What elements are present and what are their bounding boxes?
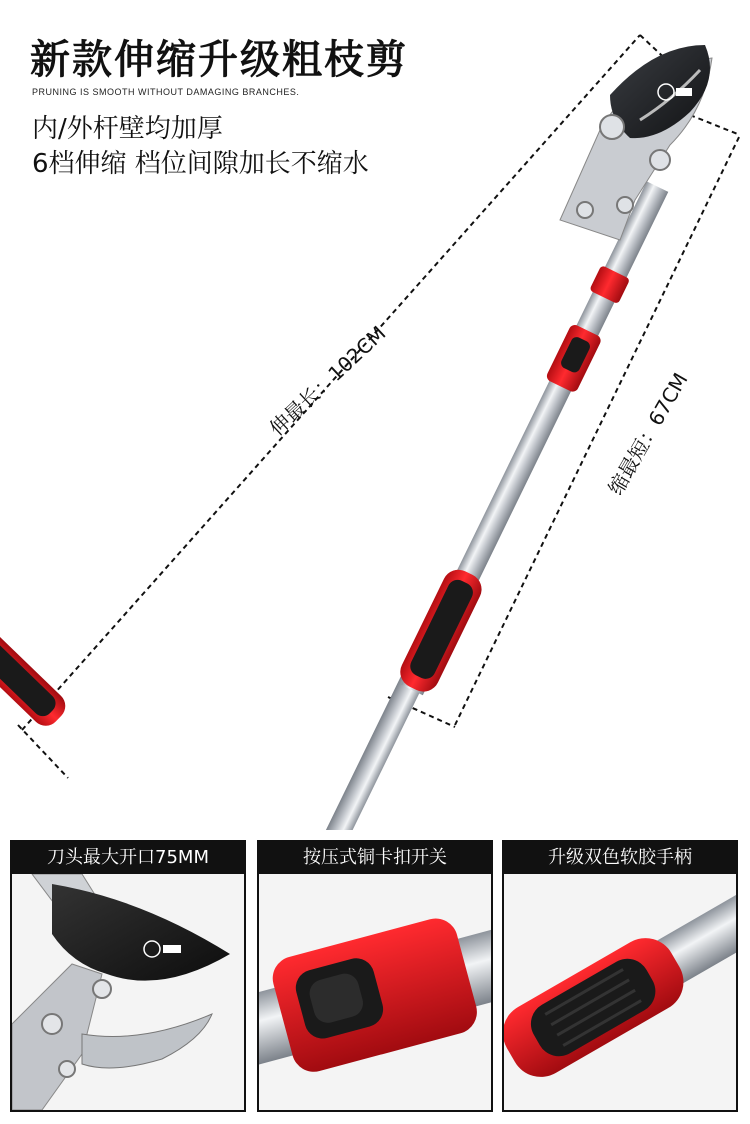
detail-label-grip: 升级双色软胶手柄 [504, 842, 736, 874]
detail-panel-grip [502, 840, 738, 1112]
long-handle [0, 193, 71, 732]
extended-length-label: 伸最长：102CM [264, 321, 391, 441]
detail-label-lock: 按压式铜卡扣开关 [259, 842, 491, 874]
feature-line-1: 内/外杆壁均加厚 [32, 114, 223, 144]
short-handle [202, 178, 676, 830]
product-subtitle: PRUNING IS SMOOTH WITHOUT DAMAGING BRANCHES. [32, 87, 300, 97]
detail-panel-lock [257, 840, 493, 1112]
grip-closeup-image [504, 874, 736, 1110]
blade-closeup-image [12, 874, 244, 1110]
feature-line-2: 6档伸缩 档位间隙加长不缩水 [32, 149, 369, 179]
lock-closeup-image [259, 874, 491, 1110]
detail-label-blade: 刀头最大开口75MM [12, 842, 244, 874]
retracted-length-label: 缩最短：67CM [603, 368, 693, 499]
dimension-line-long [18, 35, 690, 778]
detail-panel-blade [10, 840, 246, 1112]
product-title: 新款伸缩升级粗枝剪 [30, 37, 408, 83]
